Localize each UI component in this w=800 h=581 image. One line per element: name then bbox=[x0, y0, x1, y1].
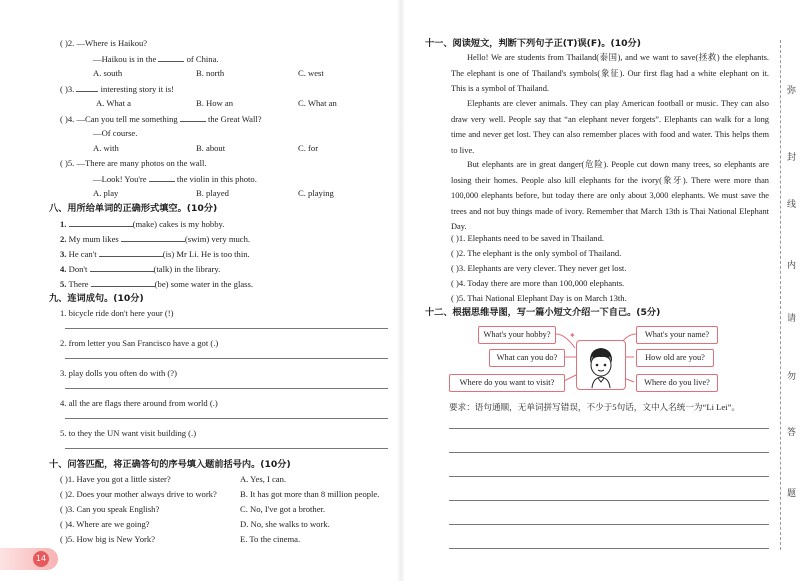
margin-char: 弥 bbox=[787, 86, 797, 96]
s8-item-2: 2. My mum likes (swim) very much. bbox=[60, 234, 251, 244]
margin-char: 勿 bbox=[787, 372, 797, 382]
answer-line[interactable] bbox=[65, 418, 388, 419]
margin-char: 答 bbox=[787, 428, 797, 438]
reading-paragraph-2: Elephants are clever animals. They can play American football or music. They can also draw very well. People say that “an elephant never forgets”. Elephants can walk for a long time and never get lost. They can also remember places with food and water. This helps them to live. bbox=[451, 99, 769, 155]
s8-item-3: 3. He can't (is) Mr Li. He is too thin. bbox=[60, 249, 250, 259]
answer-blank[interactable] bbox=[76, 83, 98, 92]
answer-line[interactable] bbox=[65, 448, 388, 449]
margin-char: 线 bbox=[787, 200, 797, 210]
q5-option-b: B. played bbox=[196, 188, 229, 198]
q3-stem: ( )3. interesting story it is! bbox=[60, 84, 174, 94]
writing-requirement: 要求：语句通顺，无单词拼写错误，不少于5句话，文中人名统一为“Li Lei”。 bbox=[449, 402, 740, 412]
writing-line[interactable] bbox=[449, 428, 769, 429]
q4-reply: —Of course. bbox=[93, 128, 138, 138]
mindmap-node-age: How old are you? bbox=[636, 349, 714, 367]
q4-option-a: A. with bbox=[93, 143, 119, 153]
s9-item-3: 3. play dolls you often do with (?) bbox=[60, 368, 177, 378]
s10-question-4: ( )4. Where are we going? bbox=[60, 519, 150, 529]
mindmap-node-name: What's your name? bbox=[636, 326, 718, 344]
q3-option-c: C. What an bbox=[298, 98, 337, 108]
mindmap-node-visit: Where do you want to visit? bbox=[449, 374, 565, 392]
answer-blank[interactable] bbox=[121, 233, 185, 242]
s9-item-4: 4. all the are flags there around from world (.) bbox=[60, 398, 218, 408]
writing-line[interactable] bbox=[449, 452, 769, 453]
writing-line[interactable] bbox=[449, 500, 769, 501]
s10-question-1: ( )1. Have you got a little sister? bbox=[60, 474, 171, 484]
answer-line[interactable] bbox=[65, 328, 388, 329]
section-9-title: 九、连词成句。(10分) bbox=[49, 293, 144, 304]
writing-line[interactable] bbox=[449, 524, 769, 525]
q2-stem: ( )2. —Where is Haikou? bbox=[60, 38, 148, 48]
q5-option-a: A. play bbox=[93, 188, 119, 198]
margin-char: 内 bbox=[787, 261, 797, 271]
answer-blank[interactable] bbox=[149, 173, 175, 182]
q4-stem: ( )4. —Can you tell me something the Great Wall? bbox=[60, 114, 262, 124]
answer-blank[interactable] bbox=[180, 113, 206, 122]
mindmap-node-hobby: What's your hobby? bbox=[478, 326, 556, 344]
s10-answer-c: C. No, I've got a brother. bbox=[240, 504, 326, 514]
s8-item-1: 1. (make) cakes is my hobby. bbox=[60, 219, 225, 229]
book-gutter bbox=[397, 0, 405, 581]
page-number-tab bbox=[0, 548, 58, 570]
q3-option-a: A. What a bbox=[96, 98, 131, 108]
mindmap-node-live: Where do you live? bbox=[636, 374, 718, 392]
judge-item-3: ( )3. Elephants are very clever. They never get lost. bbox=[451, 263, 627, 273]
q2-option-a: A. south bbox=[93, 68, 123, 78]
q5-stem: ( )5. —There are many photos on the wall. bbox=[60, 158, 207, 168]
judge-item-4: ( )4. Today there are more than 100,000 elephants. bbox=[451, 278, 625, 288]
answer-blank[interactable] bbox=[69, 218, 133, 227]
s9-item-5: 5. to they the UN want visit building (.) bbox=[60, 428, 197, 438]
s8-item-4: 4. Don't (talk) in the library. bbox=[60, 264, 221, 274]
answer-line[interactable] bbox=[65, 358, 388, 359]
mindmap-node-can-do: What can you do? bbox=[489, 349, 565, 367]
margin-char: 封 bbox=[787, 153, 797, 163]
judge-item-5: ( )5. Thai National Elephant Day is on March 13th. bbox=[451, 293, 627, 303]
q5-reply: —Look! You're the violin in this photo. bbox=[93, 174, 257, 184]
section-8-title: 八、用所给单词的正确形式填空。(10分) bbox=[49, 203, 218, 214]
writing-line[interactable] bbox=[449, 548, 769, 549]
q4-option-c: C. for bbox=[298, 143, 319, 153]
q3-option-b: B. How an bbox=[196, 98, 233, 108]
q2-reply: —Haikou is in the of China. bbox=[93, 54, 219, 64]
section-11-title: 十一、阅读短文，判断下列句子正(T)误(F)。(10分) bbox=[425, 38, 641, 49]
binding-line bbox=[780, 40, 781, 550]
answer-blank[interactable] bbox=[91, 278, 155, 287]
sparkle-icon: ✦ bbox=[569, 331, 576, 340]
q4-option-b: B. about bbox=[196, 143, 226, 153]
section-10-title: 十、问答匹配，将正确答句的序号填入题前括号内。(10分) bbox=[49, 459, 291, 470]
boy-portrait-icon bbox=[576, 340, 626, 390]
q5-option-c: C. playing bbox=[298, 188, 334, 198]
section-12-title: 十二、根据思维导图，写一篇小短文介绍一下自己。(5分) bbox=[425, 307, 661, 318]
writing-line[interactable] bbox=[449, 476, 769, 477]
s10-answer-b: B. It has got more than 8 million people. bbox=[240, 489, 380, 499]
margin-char: 请 bbox=[787, 314, 797, 324]
s10-question-3: ( )3. Can you speak English? bbox=[60, 504, 160, 514]
s10-answer-a: A. Yes, I can. bbox=[240, 474, 287, 484]
s9-item-1: 1. bicycle ride don't here your (!) bbox=[60, 308, 174, 318]
page-number: 14 bbox=[33, 551, 49, 567]
s8-item-5: 5. There (be) some water in the glass. bbox=[60, 279, 253, 289]
reading-paragraph-1: Hello! We are students from Thailand(泰国), and we want to save(拯救) the elephants. The elephant is one of Thailand's symbols(象征). Our first flag had a white elephant on it. This is a symbol of Thailand. bbox=[451, 53, 769, 93]
s10-question-5: ( )5. How big is New York? bbox=[60, 534, 156, 544]
judge-item-2: ( )2. The elephant is the only symbol of Thailand. bbox=[451, 248, 622, 258]
s9-item-2: 2. from letter you San Francisco have a got (.) bbox=[60, 338, 219, 348]
judge-item-1: ( )1. Elephants need to be saved in Thailand. bbox=[451, 233, 605, 243]
reading-paragraph-3: But elephants are in great danger(危险). People cut down many trees, so elephants are losing their homes. People also kill elephants for the ivory(象牙). There were more than 100,000 elephants before, but today there are only about 3,000 elephants. We must save the trees and not buy things made of ivory. Remember that March 13th is Thai National Elephant Day. bbox=[451, 160, 769, 231]
q2-option-b: B. north bbox=[196, 68, 225, 78]
answer-blank[interactable] bbox=[99, 248, 163, 257]
margin-char: 题 bbox=[787, 489, 797, 499]
answer-blank[interactable] bbox=[90, 263, 154, 272]
s10-question-2: ( )2. Does your mother always drive to work? bbox=[60, 489, 217, 499]
answer-blank[interactable] bbox=[158, 53, 184, 62]
q2-option-c: C. west bbox=[298, 68, 324, 78]
s10-answer-d: D. No, she walks to work. bbox=[240, 519, 330, 529]
s10-answer-e: E. To the cinema. bbox=[240, 534, 301, 544]
answer-line[interactable] bbox=[65, 388, 388, 389]
